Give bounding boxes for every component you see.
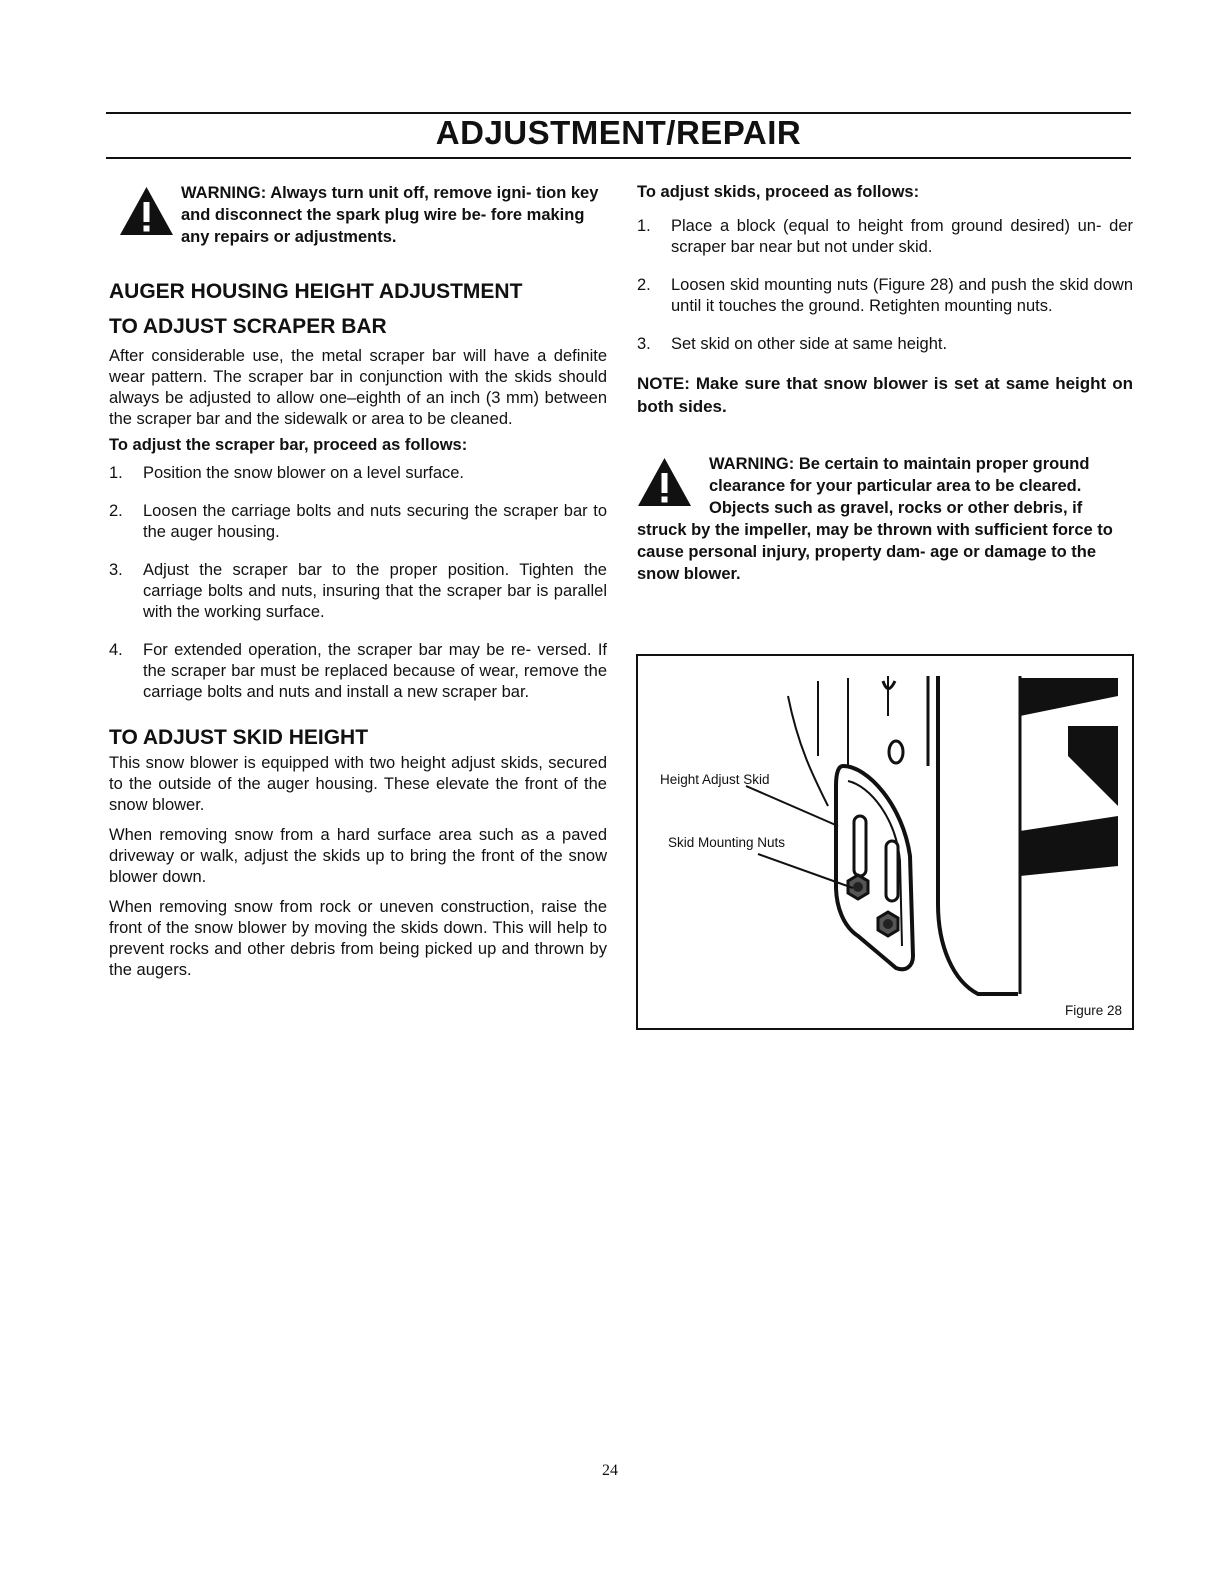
scraper-lead: To adjust the scraper bar, proceed as follows: (109, 436, 468, 454)
title-bottom-rule (106, 157, 1131, 159)
warning-triangle-icon (637, 457, 692, 507)
figure-28 (636, 654, 1134, 1030)
skid-paragraph-2: When removing snow from a hard surface area such as a paved driveway or walk, adjust the skids up to bring the front of the snow blower down. (109, 826, 607, 886)
right-column (637, 182, 1133, 585)
warning-box-2 (637, 453, 1133, 585)
page-title: ADJUSTMENT/REPAIR (435, 114, 802, 151)
list-item: 1. Place a block (equal to height from ground desired) un- der scraper bar near but not under skid. (637, 217, 1133, 256)
page-number: 24 (602, 1462, 618, 1479)
warning-box (109, 182, 607, 248)
scraper-steps-list (109, 463, 607, 703)
skid-paragraph-1: This snow blower is equipped with two height adjust skids, secured to the outside of the auger housing. These elevate the front of the snow blower. (109, 754, 607, 814)
list-item: 3. Set skid on other side at same height. (637, 335, 948, 353)
skids-lead: To adjust skids, proceed as follows: (637, 183, 920, 201)
warning-text: WARNING: Always turn unit off, remove igni- tion key and disconnect the spark plug wire be- fore making any repairs or adjustments. (181, 184, 599, 246)
warning-text-2: WARNING: Be certain to maintain proper ground clearance for your particular area to be cleared. Objects such as gravel, rocks or other debris, if struck by the impeller, may be thrown with sufficient force to cause personal injury, property dam- age or damage to the snow blower. (637, 455, 1113, 583)
list-item: 4. For extended operation, the scraper bar may be re- versed. If the scraper bar must be replaced because of wear, remove the carriage bolts and nuts and install a new scraper bar. (109, 641, 607, 701)
skid-steps-list (637, 216, 1133, 355)
label-height-adjust-skid: Height Adjust Skid (660, 772, 770, 787)
list-item: 1. Position the snow blower on a level surface. (109, 464, 465, 482)
label-skid-mounting-nuts: Skid Mounting Nuts (668, 835, 786, 850)
heading-skid-height: TO ADJUST SKID HEIGHT (109, 726, 369, 749)
note-paragraph: NOTE: Make sure that snow blower is set at same height on both sides. (637, 374, 1133, 416)
left-column (109, 182, 607, 981)
scraper-intro-paragraph: After considerable use, the metal scraper bar will have a definite wear pattern. The scraper bar in conjunction with the skids should always be adjusted to allow one–eighth of an inch (3 mm) between the scraper bar and the sidewalk or area to be cleaned. (109, 347, 607, 428)
warning-triangle-icon (119, 186, 174, 236)
heading-auger-housing: AUGER HOUSING HEIGHT ADJUSTMENT (109, 280, 523, 303)
skid-paragraph-3: When removing snow from rock or uneven construction, raise the front of the snow blower by moving the skids down. This will help to prevent rocks and other debris from being picked up and thrown by the augers. (109, 898, 607, 979)
list-item: 2. Loosen skid mounting nuts (Figure 28) and push the skid down until it touches the ground. Retighten mounting nuts. (637, 276, 1133, 315)
figure-caption: Figure 28 (1064, 1003, 1122, 1018)
list-item: 2. Loosen the carriage bolts and nuts securing the scraper bar to the auger housing. (109, 502, 607, 541)
heading-scraper-bar: TO ADJUST SCRAPER BAR (109, 315, 387, 338)
list-item: 3. Adjust the scraper bar to the proper position. Tighten the carriage bolts and nuts, insuring that the scraper bar is parallel with the working surface. (109, 561, 607, 621)
